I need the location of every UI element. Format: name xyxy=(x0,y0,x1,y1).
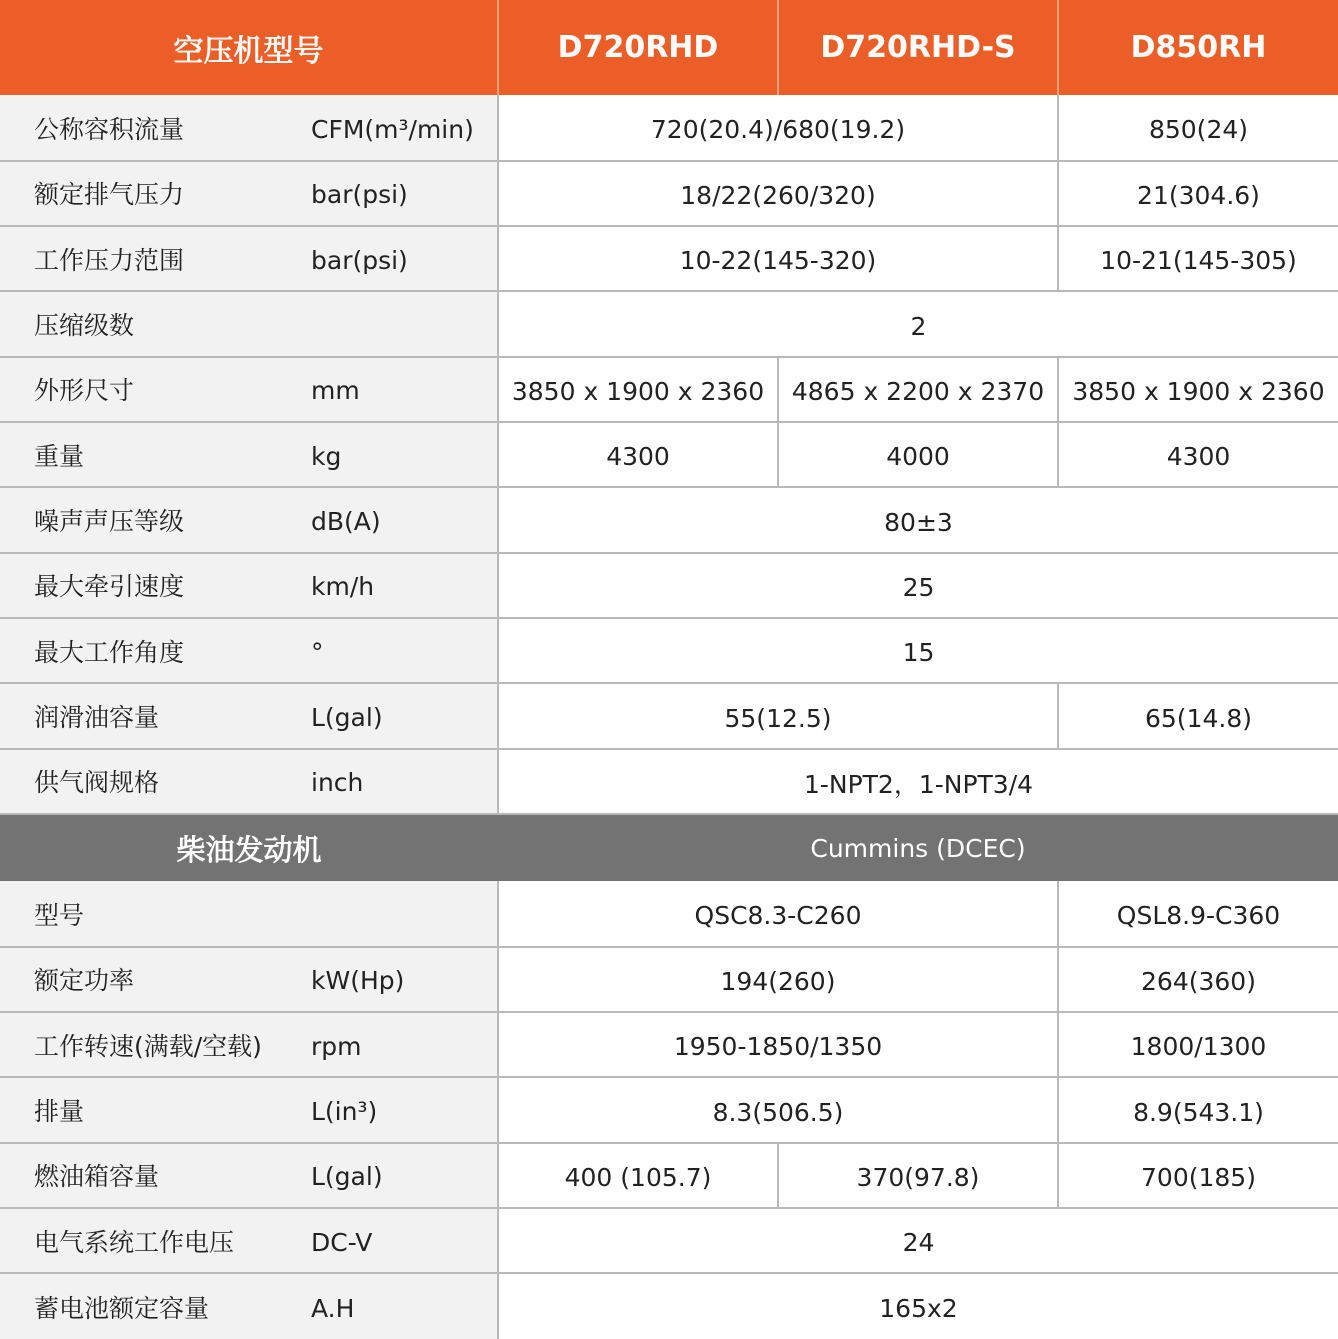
row-label: 型号 xyxy=(34,900,85,930)
row-unit: A.H xyxy=(311,1293,355,1323)
row-unit: L(in³) xyxy=(311,1097,378,1127)
cell-value: 24 xyxy=(498,1208,1338,1273)
table-row xyxy=(0,1077,1338,1142)
row-unit: rpm xyxy=(311,1031,362,1061)
row-label: 润滑油容量 xyxy=(34,703,160,733)
row-label: 供气阀规格 xyxy=(34,768,160,798)
row-label: 噪声声压等级 xyxy=(34,507,185,537)
table-row xyxy=(0,357,1338,422)
cell-value: 8.3(506.5) xyxy=(498,1077,1058,1142)
cell-value: 4300 xyxy=(498,422,778,487)
cell-value: 4300 xyxy=(1058,422,1338,487)
model-header-d850rh: D850RH xyxy=(1058,0,1338,95)
row-label: 重量 xyxy=(34,441,85,471)
row-label: 压缩级数 xyxy=(34,311,135,341)
row-unit: DC-V xyxy=(311,1227,373,1257)
row-unit: bar(psi) xyxy=(311,180,408,210)
row-label: 蓄电池额定容量 xyxy=(34,1293,210,1323)
table-row xyxy=(0,1273,1338,1339)
cell-value: 4000 xyxy=(778,422,1058,487)
cell-value: 55(12.5) xyxy=(498,683,1058,748)
table-row xyxy=(0,1012,1338,1077)
row-label: 电气系统工作电压 xyxy=(34,1227,235,1257)
table-row xyxy=(0,618,1338,683)
cell-value: 25 xyxy=(498,553,1338,618)
table-row xyxy=(0,1208,1338,1273)
cell-value: 3850 x 1900 x 2360 xyxy=(1058,357,1338,422)
table-row xyxy=(0,226,1338,291)
cell-value: 1950-1850/1350 xyxy=(498,1012,1058,1077)
model-header-d720rhd: D720RHD xyxy=(498,0,778,95)
row-label: 额定功率 xyxy=(34,966,135,996)
row-unit: inch xyxy=(311,768,364,798)
row-unit: ° xyxy=(311,637,324,667)
cell-value: 65(14.8) xyxy=(1058,683,1338,748)
engine-section-title: 柴油发动机 xyxy=(0,814,498,881)
row-label: 燃油箱容量 xyxy=(34,1162,160,1192)
cell-value: 80±3 xyxy=(498,487,1338,552)
cell-value: 700(185) xyxy=(1058,1143,1338,1208)
row-unit: bar(psi) xyxy=(311,245,408,275)
row-unit: dB(A) xyxy=(311,507,381,537)
row-label: 外形尺寸 xyxy=(34,376,135,406)
row-unit: km/h xyxy=(311,572,375,602)
row-unit: CFM(m³/min) xyxy=(311,114,474,144)
cell-value: 18/22(260/320) xyxy=(498,161,1058,226)
table-row xyxy=(0,291,1338,356)
cell-value: 8.9(543.1) xyxy=(1058,1077,1338,1142)
cell-value: 1-NPT2，1-NPT3/4 xyxy=(498,749,1338,814)
cell-value: 850(24) xyxy=(1058,95,1338,160)
row-unit: kg xyxy=(311,441,342,471)
cell-value: QSL8.9-C360 xyxy=(1058,881,1338,946)
row-label: 最大牵引速度 xyxy=(34,572,185,602)
table-row xyxy=(0,422,1338,487)
row-label: 工作转速(满载/空载) xyxy=(34,1031,262,1061)
row-unit: mm xyxy=(311,376,360,406)
cell-value: QSC8.3-C260 xyxy=(498,881,1058,946)
row-label: 工作压力范围 xyxy=(34,245,185,275)
model-header-d720rhd-s: D720RHD-S xyxy=(778,0,1058,95)
compressor-model-title: 空压机型号 xyxy=(0,0,498,95)
table-row xyxy=(0,1143,1338,1208)
engine-section-header xyxy=(0,814,1338,881)
table-row xyxy=(0,881,1338,946)
table-row xyxy=(0,683,1338,748)
table-row xyxy=(0,947,1338,1012)
row-label: 额定排气压力 xyxy=(34,180,185,210)
cell-value: 4865 x 2200 x 2370 xyxy=(778,357,1058,422)
cell-value: 21(304.6) xyxy=(1058,161,1338,226)
row-label: 最大工作角度 xyxy=(34,637,185,667)
row-unit: L(gal) xyxy=(311,703,383,733)
cell-value: 3850 x 1900 x 2360 xyxy=(498,357,778,422)
cell-value: 1800/1300 xyxy=(1058,1012,1338,1077)
cell-value: 370(97.8) xyxy=(778,1143,1058,1208)
table-row xyxy=(0,161,1338,226)
row-label: 排量 xyxy=(34,1097,85,1127)
table-row xyxy=(0,487,1338,552)
table-row xyxy=(0,553,1338,618)
cell-value: 15 xyxy=(498,618,1338,683)
table-header-row xyxy=(0,0,1338,95)
table-row xyxy=(0,95,1338,160)
cell-value: 400 (105.7) xyxy=(498,1143,778,1208)
cell-value: 264(360) xyxy=(1058,947,1338,1012)
row-unit: kW(Hp) xyxy=(311,966,405,996)
cell-value: 194(260) xyxy=(498,947,1058,1012)
table-row xyxy=(0,749,1338,814)
row-label: 公称容积流量 xyxy=(34,114,185,144)
row-unit: L(gal) xyxy=(311,1162,383,1192)
cell-value: 2 xyxy=(498,291,1338,356)
cell-value: 165x2 xyxy=(498,1273,1338,1339)
cell-value: 720(20.4)/680(19.2) xyxy=(498,95,1058,160)
engine-brand: Cummins (DCEC) xyxy=(498,814,1338,881)
cell-value: 10-22(145-320) xyxy=(498,226,1058,291)
cell-value: 10-21(145-305) xyxy=(1058,226,1338,291)
